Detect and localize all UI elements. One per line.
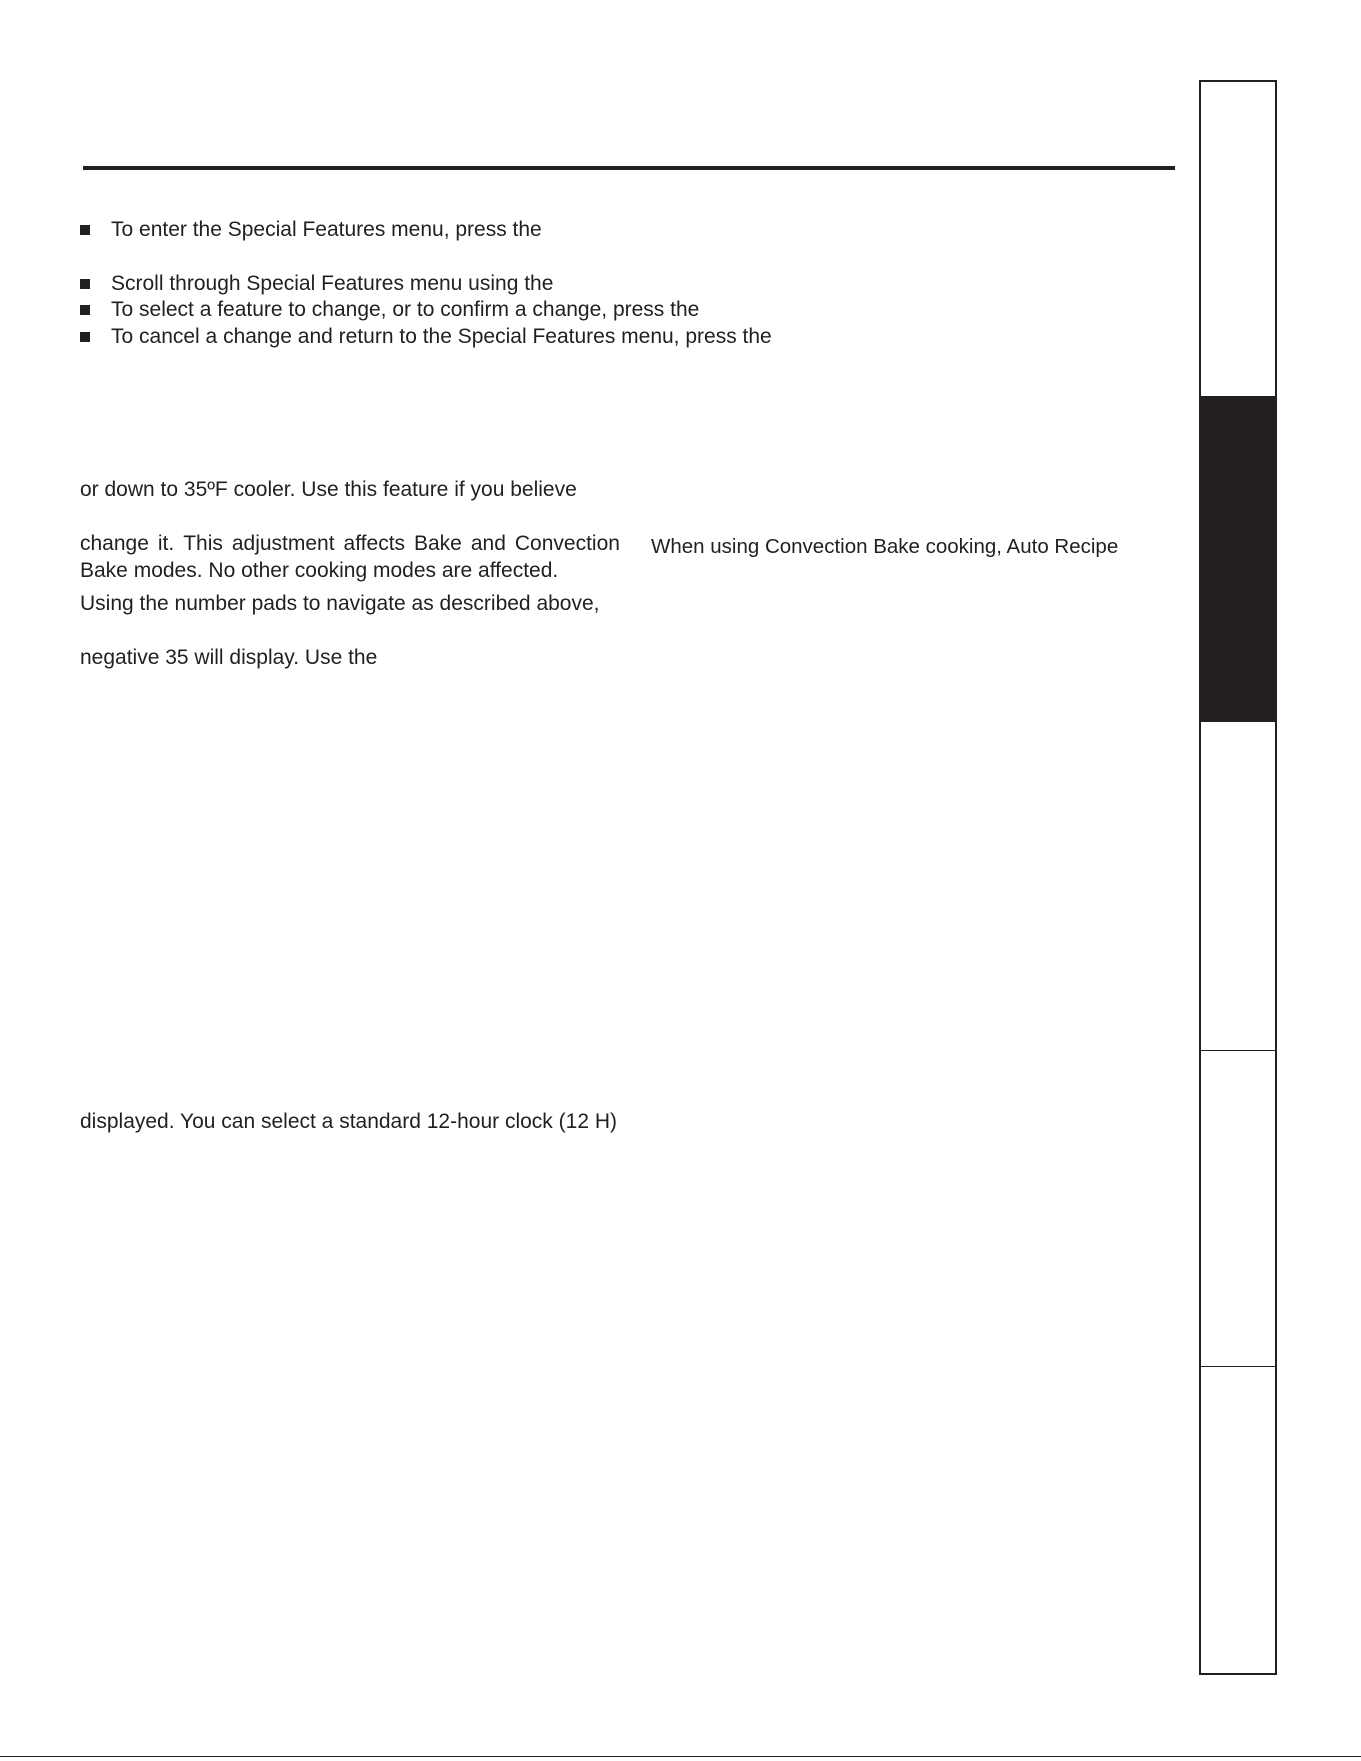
section-tab-1[interactable] — [1201, 82, 1275, 396]
paragraph-line: or down to 35ºF cooler. Use this feature if you believe — [80, 478, 577, 501]
section-tab-5[interactable] — [1201, 1366, 1275, 1673]
right-column-line: When using Convection Bake cooking, Auto Recipe — [651, 535, 1119, 558]
word: Bake — [414, 532, 462, 555]
square-bullet-icon — [80, 332, 90, 342]
square-bullet-icon — [80, 279, 90, 289]
paragraph-line: Bake modes. No other cooking modes are affected. — [80, 559, 559, 582]
bullet-text: Scroll through Special Features menu using the — [111, 272, 554, 295]
section-tab-2-active[interactable] — [1201, 396, 1275, 722]
word: affects — [343, 532, 406, 555]
section-tab-3[interactable] — [1201, 722, 1275, 1050]
word: change — [80, 532, 149, 555]
word: This — [183, 532, 223, 555]
footer-rule — [0, 1756, 1361, 1757]
word: and — [470, 532, 506, 555]
paragraph-line: negative 35 will display. Use the — [80, 646, 378, 669]
paragraph-line: Using the number pads to navigate as described above, — [80, 592, 600, 615]
bullet-text: To cancel a change and return to the Special Features menu, press the — [111, 325, 772, 348]
paragraph-line: displayed. You can select a standard 12-hour clock (12 H) — [80, 1110, 617, 1133]
square-bullet-icon — [80, 225, 90, 235]
word: Convection — [514, 532, 620, 555]
square-bullet-icon — [80, 305, 90, 315]
bullet-item-scroll-menu — [80, 272, 553, 296]
section-tab-4[interactable] — [1201, 1050, 1275, 1366]
word: it. — [157, 532, 175, 555]
bullet-item-cancel-change — [80, 325, 772, 349]
bullet-item-enter-menu — [80, 218, 542, 242]
word: adjustment — [231, 532, 335, 555]
bullet-text: To enter the Special Features menu, press the — [111, 218, 542, 241]
bullet-text: To select a feature to change, or to confirm a change, press the — [111, 298, 700, 321]
section-tab-strip — [1199, 80, 1277, 1675]
paragraph-line-justified — [80, 532, 620, 556]
bullet-item-select-feature — [80, 298, 699, 322]
header-rule — [83, 166, 1175, 170]
